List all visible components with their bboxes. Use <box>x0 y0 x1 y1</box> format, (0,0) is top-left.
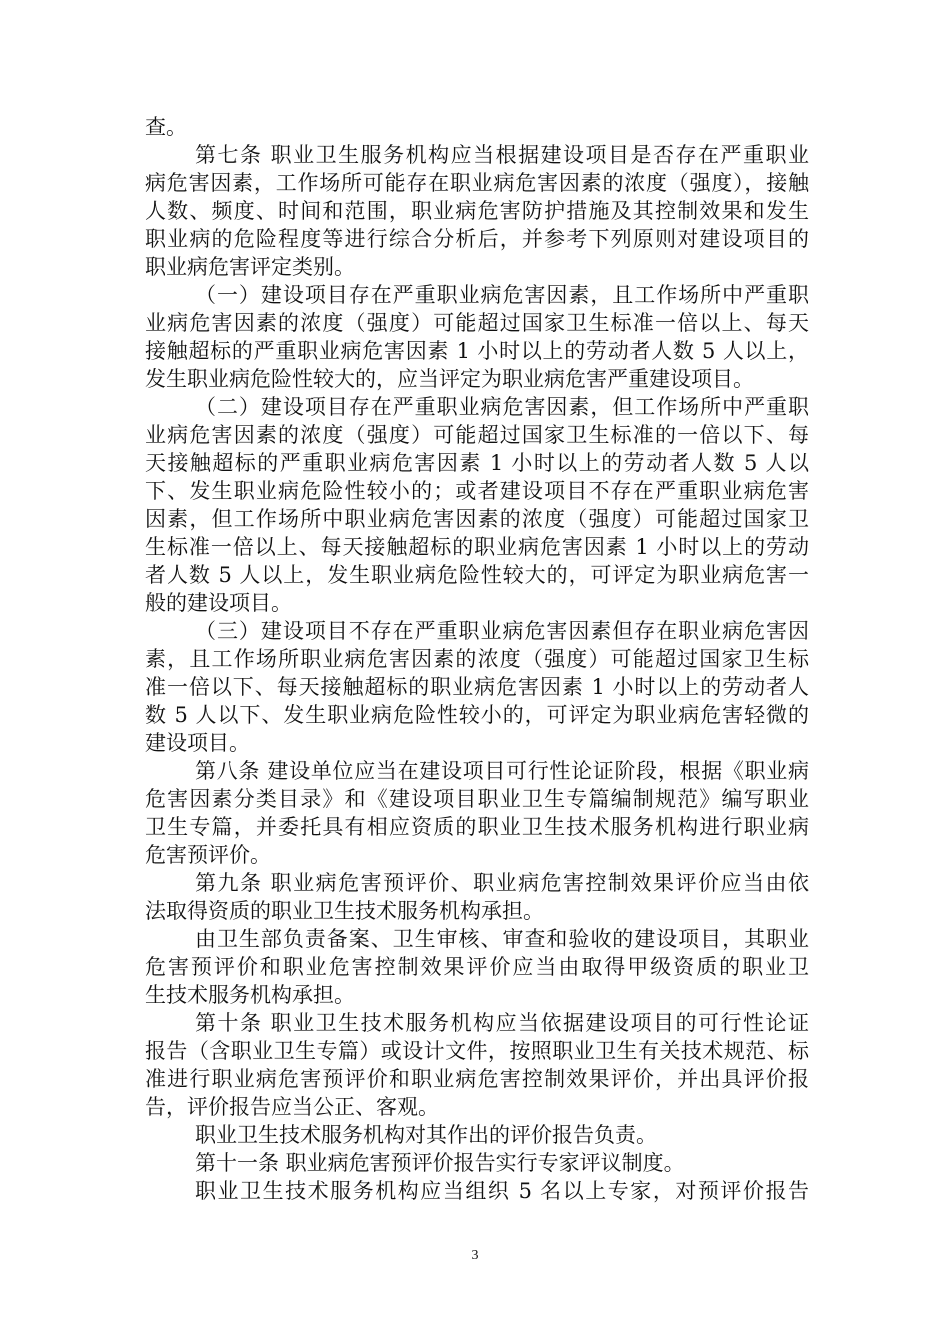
text-line: 危害预评价。 <box>145 843 271 867</box>
text-line: 职业卫生技术服务机构对其作出的评价报告负责。 <box>195 1123 657 1147</box>
text-line: 业病危害因素的浓度（强度）可能超过国家卫生标准的一倍以下、每 <box>145 423 809 447</box>
text-line: 查。 <box>145 115 187 139</box>
document-body <box>145 113 809 1205</box>
text-line: 第八条 建设单位应当在建设项目可行性论证阶段，根据《职业病 <box>195 759 809 783</box>
text-line: 法取得资质的职业卫生技术服务机构承担。 <box>145 899 544 923</box>
text-line: 告，评价报告应当公正、客观。 <box>145 1095 439 1119</box>
text-line: 准进行职业病危害预评价和职业病危害控制效果评价，并出具评价报 <box>145 1067 809 1091</box>
text-line: 下、发生职业病危险性较小的；或者建设项目不存在严重职业病危害 <box>145 479 809 503</box>
text-line: （一）建设项目存在严重职业病危害因素，且工作场所中严重职 <box>195 283 809 307</box>
text-line: 卫生专篇，并委托具有相应资质的职业卫生技术服务机构进行职业病 <box>145 815 809 839</box>
text-line: 者人数 5 人以上，发生职业病危险性较大的，可评定为职业病危害一 <box>145 563 809 587</box>
text-line: 发生职业病危险性较大的，应当评定为职业病危害严重建设项目。 <box>145 367 754 391</box>
text-line: 第十一条 职业病危害预评价报告实行专家评议制度。 <box>195 1151 685 1175</box>
text-line: 数 5 人以下、发生职业病危险性较小的，可评定为职业病危害轻微的 <box>145 703 809 727</box>
text-line: 接触超标的严重职业病危害因素 1 小时以上的劳动者人数 5 人以上， <box>145 339 809 363</box>
page-number: 3 <box>471 1248 479 1263</box>
text-line: 第十条 职业卫生技术服务机构应当依据建设项目的可行性论证 <box>195 1011 809 1035</box>
text-line: 人数、频度、时间和范围，职业病危害防护措施及其控制效果和发生 <box>145 199 809 223</box>
text-line: 职业病的危险程度等进行综合分析后，并参考下列原则对建设项目的 <box>145 227 809 251</box>
text-line: 业病危害因素的浓度（强度）可能超过国家卫生标准一倍以上、每天 <box>145 311 809 335</box>
text-line: 素，且工作场所职业病危害因素的浓度（强度）可能超过国家卫生标 <box>145 647 809 671</box>
text-line: （三）建设项目不存在严重职业病危害因素但存在职业病危害因 <box>195 619 809 643</box>
text-line: 病危害因素，工作场所可能存在职业病危害因素的浓度（强度），接触 <box>145 171 809 195</box>
text-line: 般的建设项目。 <box>145 591 292 615</box>
text-line: 建设项目。 <box>145 731 250 755</box>
text-line: 因素，但工作场所中职业病危害因素的浓度（强度）可能超过国家卫 <box>145 507 809 531</box>
text-line: 由卫生部负责备案、卫生审核、审查和验收的建设项目，其职业 <box>195 927 809 951</box>
text-line: 第七条 职业卫生服务机构应当根据建设项目是否存在严重职业 <box>195 143 809 167</box>
text-line: 危害预评价和职业危害控制效果评价应当由取得甲级资质的职业卫 <box>145 955 809 979</box>
text-line: 第九条 职业病危害预评价、职业病危害控制效果评价应当由依 <box>195 871 809 895</box>
text-line: 职业卫生技术服务机构应当组织 5 名以上专家，对预评价报告 <box>195 1179 809 1203</box>
text-line: 职业病危害评定类别。 <box>145 255 355 279</box>
text-line: 危害因素分类目录》和《建设项目职业卫生专篇编制规范》编写职业 <box>145 787 809 811</box>
text-line: 报告（含职业卫生专篇）或设计文件，按照职业卫生有关技术规范、标 <box>145 1039 809 1063</box>
text-line: 天接触超标的严重职业病危害因素 1 小时以上的劳动者人数 5 人以 <box>145 451 809 475</box>
text-line: 生标准一倍以上、每天接触超标的职业病危害因素 1 小时以上的劳动 <box>145 535 809 559</box>
text-line: 准一倍以下、每天接触超标的职业病危害因素 1 小时以上的劳动者人 <box>145 675 809 699</box>
text-line: （二）建设项目存在严重职业病危害因素，但工作场所中严重职 <box>195 395 809 419</box>
text-line: 生技术服务机构承担。 <box>145 983 355 1007</box>
